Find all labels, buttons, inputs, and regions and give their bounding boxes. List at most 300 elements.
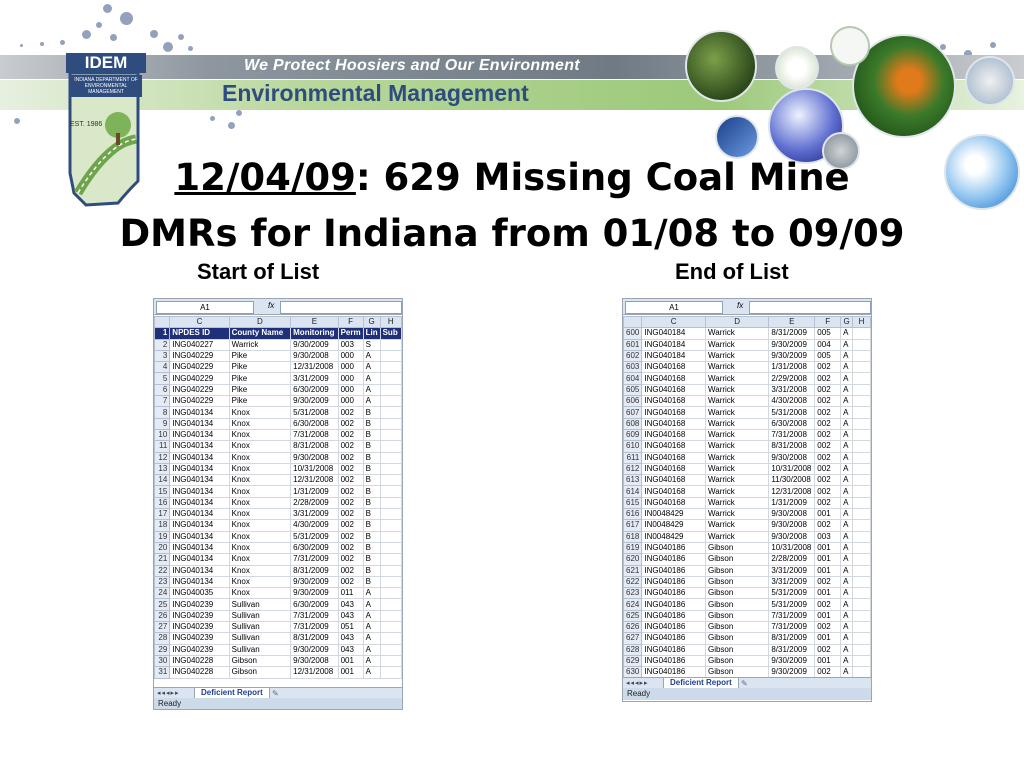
table-cell[interactable] bbox=[853, 441, 871, 452]
table-cell[interactable] bbox=[853, 475, 871, 486]
table-cell[interactable]: A bbox=[841, 599, 853, 610]
row-number[interactable]: 27 bbox=[155, 622, 170, 633]
table-cell[interactable]: 002 bbox=[815, 418, 841, 429]
table-cell[interactable] bbox=[380, 554, 401, 565]
table-cell[interactable]: ING040186 bbox=[642, 633, 706, 644]
table-cell[interactable]: A bbox=[363, 384, 380, 395]
table-cell[interactable]: IN0048429 bbox=[642, 520, 706, 531]
table-cell[interactable]: ING040229 bbox=[170, 396, 229, 407]
table-cell[interactable] bbox=[380, 418, 401, 429]
table-cell[interactable]: ING040186 bbox=[642, 565, 706, 576]
table-cell[interactable]: 11/30/2008 bbox=[769, 475, 815, 486]
column-letter-F[interactable]: F bbox=[815, 317, 841, 328]
table-row[interactable] bbox=[155, 509, 402, 520]
table-cell[interactable]: 000 bbox=[338, 373, 363, 384]
table-cell[interactable]: 8/31/2008 bbox=[291, 441, 338, 452]
table-cell[interactable]: 002 bbox=[815, 667, 841, 678]
table-cell[interactable]: Knox bbox=[229, 497, 291, 508]
table-cell[interactable]: Warrick bbox=[705, 339, 768, 350]
table-cell[interactable]: ING040134 bbox=[170, 497, 229, 508]
table-cell[interactable]: Warrick bbox=[705, 373, 768, 384]
row-number[interactable]: 630 bbox=[624, 667, 642, 678]
table-cell[interactable]: Warrick bbox=[229, 339, 291, 350]
table-row[interactable] bbox=[624, 588, 871, 599]
table-cell[interactable]: 8/31/2009 bbox=[769, 633, 815, 644]
row-number[interactable]: 600 bbox=[624, 328, 642, 339]
table-cell[interactable]: B bbox=[363, 497, 380, 508]
table-cell[interactable]: 9/30/2008 bbox=[769, 509, 815, 520]
table-cell[interactable]: 003 bbox=[338, 339, 363, 350]
table-cell[interactable]: Gibson bbox=[705, 667, 768, 678]
row-number[interactable]: 13 bbox=[155, 463, 170, 474]
column-letter-D[interactable]: D bbox=[705, 317, 768, 328]
table-cell[interactable]: 5/31/2009 bbox=[769, 588, 815, 599]
table-cell[interactable]: 6/30/2009 bbox=[291, 599, 338, 610]
table-cell[interactable]: ING040239 bbox=[170, 599, 229, 610]
table-cell[interactable] bbox=[853, 339, 871, 350]
column-header[interactable]: Monitoring bbox=[291, 328, 338, 339]
table-row[interactable] bbox=[624, 509, 871, 520]
formula-input[interactable] bbox=[280, 301, 402, 314]
column-header[interactable]: NPDES ID bbox=[170, 328, 229, 339]
table-cell[interactable]: 001 bbox=[815, 509, 841, 520]
table-cell[interactable] bbox=[380, 520, 401, 531]
row-number[interactable]: 2 bbox=[155, 339, 170, 350]
table-row[interactable] bbox=[624, 610, 871, 621]
table-row[interactable] bbox=[624, 362, 871, 373]
table-cell[interactable]: 002 bbox=[815, 384, 841, 395]
table-cell[interactable]: Gibson bbox=[705, 554, 768, 565]
table-cell[interactable] bbox=[380, 441, 401, 452]
table-cell[interactable] bbox=[853, 509, 871, 520]
table-cell[interactable]: Warrick bbox=[705, 509, 768, 520]
table-cell[interactable]: A bbox=[841, 633, 853, 644]
table-cell[interactable]: A bbox=[841, 396, 853, 407]
table-row[interactable] bbox=[624, 497, 871, 508]
table-cell[interactable]: Warrick bbox=[705, 362, 768, 373]
row-number[interactable]: 1 bbox=[155, 328, 170, 339]
row-number[interactable]: 621 bbox=[624, 565, 642, 576]
table-cell[interactable]: B bbox=[363, 407, 380, 418]
table-cell[interactable]: ING040229 bbox=[170, 362, 229, 373]
table-cell[interactable]: B bbox=[363, 576, 380, 587]
table-cell[interactable]: 1/31/2009 bbox=[291, 486, 338, 497]
table-row[interactable] bbox=[624, 429, 871, 440]
table-cell[interactable]: Knox bbox=[229, 520, 291, 531]
table-row[interactable] bbox=[155, 441, 402, 452]
table-row[interactable] bbox=[624, 520, 871, 531]
table-cell[interactable]: Warrick bbox=[705, 350, 768, 361]
table-row[interactable] bbox=[155, 667, 402, 678]
row-number[interactable]: 11 bbox=[155, 441, 170, 452]
table-cell[interactable]: Gibson bbox=[705, 655, 768, 666]
table-cell[interactable]: 002 bbox=[815, 576, 841, 587]
table-cell[interactable] bbox=[380, 667, 401, 678]
table-cell[interactable]: Pike bbox=[229, 350, 291, 361]
table-cell[interactable]: 8/31/2009 bbox=[769, 644, 815, 655]
table-cell[interactable] bbox=[853, 610, 871, 621]
table-cell[interactable]: Gibson bbox=[705, 610, 768, 621]
table-cell[interactable]: Knox bbox=[229, 588, 291, 599]
table-row[interactable] bbox=[155, 588, 402, 599]
row-number[interactable]: 628 bbox=[624, 644, 642, 655]
table-cell[interactable]: 1/31/2008 bbox=[769, 362, 815, 373]
table-cell[interactable] bbox=[853, 520, 871, 531]
table-cell[interactable]: Sullivan bbox=[229, 599, 291, 610]
table-cell[interactable]: A bbox=[841, 418, 853, 429]
sheet-nav-arrows-icon[interactable]: ◂◂◂▸▸ bbox=[157, 690, 180, 697]
table-cell[interactable]: 8/31/2008 bbox=[769, 441, 815, 452]
row-number[interactable]: 619 bbox=[624, 542, 642, 553]
table-cell[interactable]: B bbox=[363, 463, 380, 474]
table-row[interactable] bbox=[624, 463, 871, 474]
formula-input[interactable] bbox=[749, 301, 871, 314]
table-row[interactable] bbox=[155, 610, 402, 621]
table-cell[interactable]: Pike bbox=[229, 373, 291, 384]
table-cell[interactable]: 002 bbox=[338, 486, 363, 497]
table-row[interactable] bbox=[624, 418, 871, 429]
table-cell[interactable] bbox=[853, 407, 871, 418]
table-cell[interactable]: 1/31/2009 bbox=[769, 497, 815, 508]
table-cell[interactable] bbox=[853, 542, 871, 553]
table-cell[interactable]: 9/30/2009 bbox=[291, 644, 338, 655]
table-cell[interactable] bbox=[380, 588, 401, 599]
table-cell[interactable]: Knox bbox=[229, 542, 291, 553]
table-cell[interactable]: Warrick bbox=[705, 531, 768, 542]
table-cell[interactable] bbox=[380, 542, 401, 553]
table-cell[interactable]: A bbox=[841, 373, 853, 384]
row-number[interactable]: 607 bbox=[624, 407, 642, 418]
table-cell[interactable]: A bbox=[363, 396, 380, 407]
table-cell[interactable]: 7/31/2009 bbox=[769, 610, 815, 621]
table-cell[interactable] bbox=[380, 610, 401, 621]
table-cell[interactable]: A bbox=[841, 475, 853, 486]
table-cell[interactable]: ING040134 bbox=[170, 509, 229, 520]
table-cell[interactable]: Warrick bbox=[705, 452, 768, 463]
table-cell[interactable]: Knox bbox=[229, 486, 291, 497]
table-row[interactable] bbox=[155, 463, 402, 474]
table-row[interactable] bbox=[155, 452, 402, 463]
table-cell[interactable]: 002 bbox=[338, 452, 363, 463]
table-row[interactable] bbox=[155, 373, 402, 384]
table-cell[interactable]: 6/30/2008 bbox=[769, 418, 815, 429]
insert-sheet-icon[interactable]: ✎ bbox=[741, 679, 748, 688]
row-number[interactable]: 627 bbox=[624, 633, 642, 644]
table-row[interactable] bbox=[624, 396, 871, 407]
table-cell[interactable]: 002 bbox=[815, 441, 841, 452]
row-number[interactable]: 611 bbox=[624, 452, 642, 463]
table-cell[interactable]: A bbox=[841, 622, 853, 633]
table-cell[interactable]: Pike bbox=[229, 396, 291, 407]
table-cell[interactable] bbox=[853, 633, 871, 644]
sheet-nav-arrows-icon[interactable]: ◂◂◂▸▸ bbox=[626, 680, 649, 687]
table-cell[interactable]: ING040134 bbox=[170, 565, 229, 576]
table-row[interactable] bbox=[155, 407, 402, 418]
table-cell[interactable]: 001 bbox=[815, 565, 841, 576]
table-cell[interactable]: 002 bbox=[338, 407, 363, 418]
table-cell[interactable]: 051 bbox=[338, 622, 363, 633]
table-cell[interactable]: 002 bbox=[338, 418, 363, 429]
table-cell[interactable]: IN0048429 bbox=[642, 531, 706, 542]
row-number[interactable]: 602 bbox=[624, 350, 642, 361]
row-number[interactable]: 10 bbox=[155, 429, 170, 440]
table-cell[interactable]: Warrick bbox=[705, 475, 768, 486]
table-row[interactable] bbox=[155, 429, 402, 440]
table-cell[interactable]: Knox bbox=[229, 531, 291, 542]
row-number[interactable]: 603 bbox=[624, 362, 642, 373]
table-cell[interactable]: Knox bbox=[229, 554, 291, 565]
table-cell[interactable] bbox=[853, 655, 871, 666]
table-cell[interactable]: B bbox=[363, 441, 380, 452]
table-cell[interactable] bbox=[380, 497, 401, 508]
name-box[interactable]: A1 bbox=[625, 301, 723, 314]
table-cell[interactable] bbox=[380, 565, 401, 576]
table-row[interactable] bbox=[624, 441, 871, 452]
table-cell[interactable]: A bbox=[841, 452, 853, 463]
column-letter-D[interactable]: D bbox=[229, 317, 291, 328]
row-number[interactable]: 609 bbox=[624, 429, 642, 440]
table-cell[interactable]: Warrick bbox=[705, 384, 768, 395]
table-cell[interactable]: 9/30/2009 bbox=[769, 339, 815, 350]
row-number[interactable]: 23 bbox=[155, 576, 170, 587]
row-number[interactable]: 14 bbox=[155, 475, 170, 486]
table-cell[interactable]: ING040186 bbox=[642, 610, 706, 621]
column-header[interactable]: Lin bbox=[363, 328, 380, 339]
table-cell[interactable]: A bbox=[363, 667, 380, 678]
select-all-corner[interactable] bbox=[155, 317, 170, 328]
table-cell[interactable]: 3/31/2009 bbox=[291, 509, 338, 520]
table-cell[interactable]: A bbox=[363, 599, 380, 610]
table-cell[interactable]: A bbox=[363, 622, 380, 633]
table-cell[interactable]: ING040184 bbox=[642, 350, 706, 361]
table-row[interactable] bbox=[624, 622, 871, 633]
table-cell[interactable]: ING040134 bbox=[170, 520, 229, 531]
row-number[interactable]: 30 bbox=[155, 655, 170, 666]
table-cell[interactable]: ING040134 bbox=[170, 542, 229, 553]
table-cell[interactable]: ING040229 bbox=[170, 373, 229, 384]
table-cell[interactable]: Warrick bbox=[705, 407, 768, 418]
table-cell[interactable]: Warrick bbox=[705, 418, 768, 429]
table-cell[interactable]: Pike bbox=[229, 362, 291, 373]
table-cell[interactable]: 9/30/2009 bbox=[769, 350, 815, 361]
table-cell[interactable]: ING040229 bbox=[170, 384, 229, 395]
table-cell[interactable]: 002 bbox=[815, 644, 841, 655]
table-cell[interactable]: ING040134 bbox=[170, 576, 229, 587]
table-row[interactable] bbox=[155, 644, 402, 655]
row-number[interactable]: 17 bbox=[155, 509, 170, 520]
table-cell[interactable]: A bbox=[841, 328, 853, 339]
table-cell[interactable]: A bbox=[841, 463, 853, 474]
table-cell[interactable]: 8/31/2009 bbox=[291, 565, 338, 576]
table-cell[interactable]: ING040229 bbox=[170, 350, 229, 361]
table-cell[interactable]: ING040186 bbox=[642, 644, 706, 655]
table-cell[interactable] bbox=[380, 655, 401, 666]
table-cell[interactable]: A bbox=[841, 339, 853, 350]
table-cell[interactable]: A bbox=[841, 655, 853, 666]
table-row[interactable] bbox=[155, 542, 402, 553]
table-row[interactable] bbox=[624, 339, 871, 350]
table-cell[interactable]: 002 bbox=[338, 520, 363, 531]
row-number[interactable]: 15 bbox=[155, 486, 170, 497]
row-number[interactable]: 4 bbox=[155, 362, 170, 373]
table-cell[interactable] bbox=[380, 384, 401, 395]
table-cell[interactable]: 12/31/2008 bbox=[291, 475, 338, 486]
table-row[interactable] bbox=[155, 362, 402, 373]
column-letter-H[interactable]: H bbox=[853, 317, 871, 328]
table-cell[interactable]: 002 bbox=[815, 486, 841, 497]
table-cell[interactable]: ING040134 bbox=[170, 452, 229, 463]
table-cell[interactable]: B bbox=[363, 509, 380, 520]
table-cell[interactable]: 2/29/2008 bbox=[769, 373, 815, 384]
row-number[interactable]: 16 bbox=[155, 497, 170, 508]
table-cell[interactable]: 12/31/2008 bbox=[769, 486, 815, 497]
table-cell[interactable]: Knox bbox=[229, 565, 291, 576]
table-cell[interactable]: 001 bbox=[815, 588, 841, 599]
row-number[interactable]: 12 bbox=[155, 452, 170, 463]
table-row[interactable] bbox=[624, 531, 871, 542]
table-cell[interactable]: Warrick bbox=[705, 396, 768, 407]
table-cell[interactable]: 4/30/2009 bbox=[291, 520, 338, 531]
table-cell[interactable]: 9/30/2008 bbox=[769, 520, 815, 531]
column-letter-F[interactable]: F bbox=[338, 317, 363, 328]
table-cell[interactable]: ING040184 bbox=[642, 328, 706, 339]
table-cell[interactable]: 005 bbox=[815, 350, 841, 361]
row-number[interactable]: 20 bbox=[155, 542, 170, 553]
table-cell[interactable] bbox=[853, 576, 871, 587]
table-cell[interactable]: 000 bbox=[338, 362, 363, 373]
table-cell[interactable]: 2/28/2009 bbox=[291, 497, 338, 508]
row-number[interactable]: 24 bbox=[155, 588, 170, 599]
table-cell[interactable]: ING040134 bbox=[170, 475, 229, 486]
row-number[interactable]: 3 bbox=[155, 350, 170, 361]
row-number[interactable]: 604 bbox=[624, 373, 642, 384]
table-cell[interactable]: Sullivan bbox=[229, 610, 291, 621]
table-cell[interactable]: ING040228 bbox=[170, 655, 229, 666]
table-row[interactable] bbox=[155, 350, 402, 361]
column-letter-C[interactable]: C bbox=[642, 317, 706, 328]
table-cell[interactable]: 002 bbox=[338, 565, 363, 576]
table-cell[interactable]: ING040134 bbox=[170, 429, 229, 440]
table-cell[interactable]: A bbox=[841, 384, 853, 395]
column-header[interactable]: Sub bbox=[380, 328, 401, 339]
table-cell[interactable]: Knox bbox=[229, 407, 291, 418]
column-header[interactable]: Perm bbox=[338, 328, 363, 339]
row-number[interactable]: 8 bbox=[155, 407, 170, 418]
table-cell[interactable] bbox=[380, 339, 401, 350]
row-number[interactable]: 617 bbox=[624, 520, 642, 531]
table-cell[interactable]: A bbox=[363, 655, 380, 666]
table-cell[interactable]: A bbox=[841, 497, 853, 508]
table-cell[interactable] bbox=[380, 622, 401, 633]
table-cell[interactable]: 002 bbox=[338, 463, 363, 474]
table-cell[interactable]: 3/31/2008 bbox=[769, 384, 815, 395]
table-cell[interactable]: 001 bbox=[815, 610, 841, 621]
table-cell[interactable]: ING040239 bbox=[170, 633, 229, 644]
table-cell[interactable]: A bbox=[363, 362, 380, 373]
table-cell[interactable] bbox=[380, 362, 401, 373]
table-cell[interactable]: Gibson bbox=[705, 599, 768, 610]
table-cell[interactable] bbox=[853, 644, 871, 655]
table-cell[interactable] bbox=[853, 452, 871, 463]
table-cell[interactable]: A bbox=[363, 633, 380, 644]
table-cell[interactable]: 7/31/2009 bbox=[291, 610, 338, 621]
table-cell[interactable]: ING040168 bbox=[642, 463, 706, 474]
table-row[interactable] bbox=[155, 531, 402, 542]
table-cell[interactable]: ING040134 bbox=[170, 441, 229, 452]
table-row[interactable] bbox=[624, 576, 871, 587]
table-cell[interactable]: 002 bbox=[815, 520, 841, 531]
table-cell[interactable]: 10/31/2008 bbox=[291, 463, 338, 474]
table-cell[interactable]: ING040186 bbox=[642, 655, 706, 666]
table-cell[interactable]: Warrick bbox=[705, 328, 768, 339]
table-cell[interactable]: 001 bbox=[815, 633, 841, 644]
table-cell[interactable] bbox=[853, 384, 871, 395]
table-row[interactable] bbox=[155, 418, 402, 429]
table-row[interactable] bbox=[624, 644, 871, 655]
table-cell[interactable]: 001 bbox=[815, 655, 841, 666]
table-cell[interactable]: ING040239 bbox=[170, 644, 229, 655]
row-number[interactable]: 9 bbox=[155, 418, 170, 429]
table-cell[interactable]: 002 bbox=[338, 497, 363, 508]
table-cell[interactable]: A bbox=[841, 509, 853, 520]
table-cell[interactable]: Knox bbox=[229, 509, 291, 520]
table-cell[interactable]: 002 bbox=[338, 542, 363, 553]
table-cell[interactable]: 9/30/2008 bbox=[769, 452, 815, 463]
column-letter-G[interactable]: G bbox=[841, 317, 853, 328]
table-row[interactable] bbox=[624, 542, 871, 553]
table-cell[interactable]: 7/31/2009 bbox=[291, 622, 338, 633]
table-cell[interactable]: Gibson bbox=[229, 655, 291, 666]
table-cell[interactable]: A bbox=[841, 407, 853, 418]
table-cell[interactable] bbox=[853, 622, 871, 633]
table-cell[interactable]: 001 bbox=[338, 667, 363, 678]
table-cell[interactable]: ING040168 bbox=[642, 452, 706, 463]
table-cell[interactable]: Sullivan bbox=[229, 644, 291, 655]
table-cell[interactable]: ING040186 bbox=[642, 622, 706, 633]
table-cell[interactable]: ING040186 bbox=[642, 667, 706, 678]
table-cell[interactable]: A bbox=[841, 350, 853, 361]
table-cell[interactable]: ING040168 bbox=[642, 362, 706, 373]
row-number[interactable]: 612 bbox=[624, 463, 642, 474]
table-cell[interactable]: 002 bbox=[815, 463, 841, 474]
row-number[interactable]: 623 bbox=[624, 588, 642, 599]
table-row[interactable] bbox=[155, 565, 402, 576]
table-cell[interactable]: Warrick bbox=[705, 463, 768, 474]
row-number[interactable]: 606 bbox=[624, 396, 642, 407]
table-cell[interactable] bbox=[380, 486, 401, 497]
table-cell[interactable]: ING040168 bbox=[642, 396, 706, 407]
table-cell[interactable]: B bbox=[363, 418, 380, 429]
table-cell[interactable]: ING040168 bbox=[642, 384, 706, 395]
table-cell[interactable]: A bbox=[363, 350, 380, 361]
table-row[interactable] bbox=[155, 554, 402, 565]
table-cell[interactable]: A bbox=[841, 576, 853, 587]
table-cell[interactable]: B bbox=[363, 475, 380, 486]
table-row[interactable] bbox=[624, 384, 871, 395]
table-cell[interactable]: Gibson bbox=[705, 565, 768, 576]
table-cell[interactable] bbox=[380, 429, 401, 440]
table-cell[interactable]: B bbox=[363, 429, 380, 440]
table-cell[interactable]: 7/31/2009 bbox=[769, 622, 815, 633]
table-cell[interactable]: 000 bbox=[338, 350, 363, 361]
table-cell[interactable]: 8/31/2009 bbox=[769, 328, 815, 339]
table-cell[interactable]: 002 bbox=[338, 509, 363, 520]
table-cell[interactable] bbox=[380, 644, 401, 655]
row-number[interactable]: 626 bbox=[624, 622, 642, 633]
table-row[interactable] bbox=[624, 407, 871, 418]
table-cell[interactable] bbox=[380, 475, 401, 486]
table-row[interactable] bbox=[624, 475, 871, 486]
